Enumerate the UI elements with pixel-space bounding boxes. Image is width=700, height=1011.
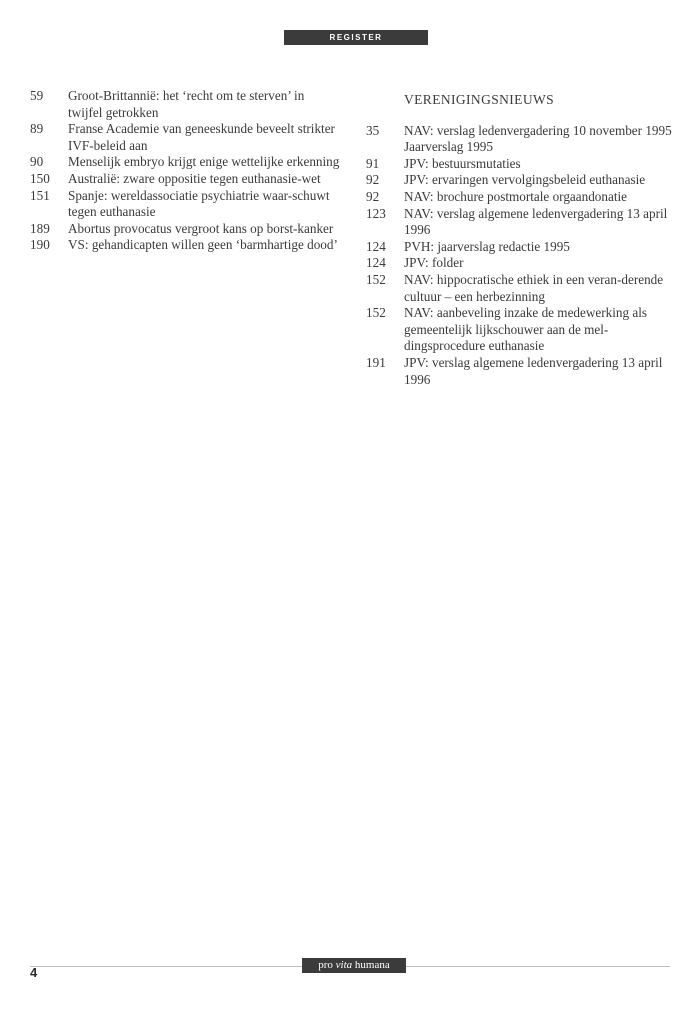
footer-title-pre: pro (318, 959, 336, 971)
list-item (366, 355, 676, 388)
entry-title: JPV: verslag algemene ledenvergadering 13 april 1996 (404, 354, 663, 387)
list-item (366, 255, 676, 272)
entry-title: PVH: jaarverslag redactie 1995 (404, 238, 570, 254)
entry-title: JPV: ervaringen vervolgingsbeleid euthanasie (404, 172, 646, 188)
right-column (366, 88, 676, 388)
page-ref: 124 (366, 255, 386, 271)
list-item (30, 88, 340, 121)
page-ref: 92 (366, 172, 380, 188)
footer-journal-title (302, 958, 406, 973)
left-column (30, 88, 340, 254)
page-ref: 91 (366, 155, 380, 171)
entry-title: Menselijk embryo krijgt enige wettelijke erkenning (68, 154, 340, 170)
entry-title: Spanje: wereldassociatie psychiatrie waar-schuwt tegen euthanasie (68, 187, 330, 220)
entry-title: Groot-Brittannië: het ‘recht om te sterven’ in twijfel getrokken (68, 88, 305, 120)
list-item (30, 237, 340, 254)
list-item (366, 206, 676, 239)
list-item (366, 123, 676, 140)
section-header: REGISTER (284, 30, 428, 45)
entry-title: NAV: brochure postmortale orgaandonatie (404, 188, 628, 204)
entry-title: JPV: bestuursmutaties (404, 155, 521, 171)
list-item (366, 189, 676, 206)
page-ref: 35 (366, 122, 380, 138)
entry-title: NAV: aanbeveling inzake de medewerking als gemeentelijk lijkschouwer aan de mel-dingsprocedure euthanasie (404, 305, 648, 354)
list-item (30, 221, 340, 238)
page-ref: 189 (30, 220, 50, 236)
list-item (366, 172, 676, 189)
list-item (30, 188, 340, 221)
page-ref: 190 (30, 237, 50, 253)
list-item (30, 154, 340, 171)
entry-title: Abortus provocatus vergroot kans op borst-kanker (68, 220, 334, 236)
entry-title: Franse Academie van geneeskunde beveelt strikter IVF-beleid aan (68, 121, 335, 153)
entry-title: NAV: verslag ledenvergadering 10 november 1995 (404, 122, 672, 138)
page-ref: 123 (366, 205, 386, 221)
entry-title: NAV: hippocratische ethiek in een veran-derende cultuur – een herbezinning (404, 271, 664, 304)
list-item (30, 171, 340, 188)
page-ref: 152 (366, 271, 386, 287)
section-title: VERENIGINGSNIEUWS (404, 92, 555, 107)
page-ref: 124 (366, 238, 386, 254)
entry-title: NAV: verslag algemene ledenvergadering 13 april 1996 (404, 205, 668, 238)
list-item (366, 156, 676, 173)
page-ref: 150 (30, 170, 50, 186)
page-ref: 59 (30, 88, 44, 103)
list-item (366, 139, 676, 156)
footer-title-italic: vita (335, 959, 353, 971)
page-ref: 89 (30, 121, 44, 137)
entry-title: Australië: zware oppositie tegen euthanasie-wet (68, 170, 321, 186)
list-item (366, 305, 676, 355)
page-ref: 92 (366, 188, 380, 204)
page-ref: 90 (30, 154, 44, 170)
list-item (30, 121, 340, 154)
entry-title: Jaarverslag 1995 (404, 139, 493, 155)
page-ref: 152 (366, 305, 386, 321)
list-item (366, 272, 676, 305)
footer-title-post: humana (352, 959, 390, 971)
page-ref: 191 (366, 354, 386, 370)
list-item (366, 239, 676, 256)
page-ref: 151 (30, 187, 50, 203)
entry-title: VS: gehandicapten willen geen ‘barmhartige dood’ (68, 237, 338, 253)
entry-title: JPV: folder (404, 255, 464, 271)
page-number: 4 (30, 965, 38, 980)
